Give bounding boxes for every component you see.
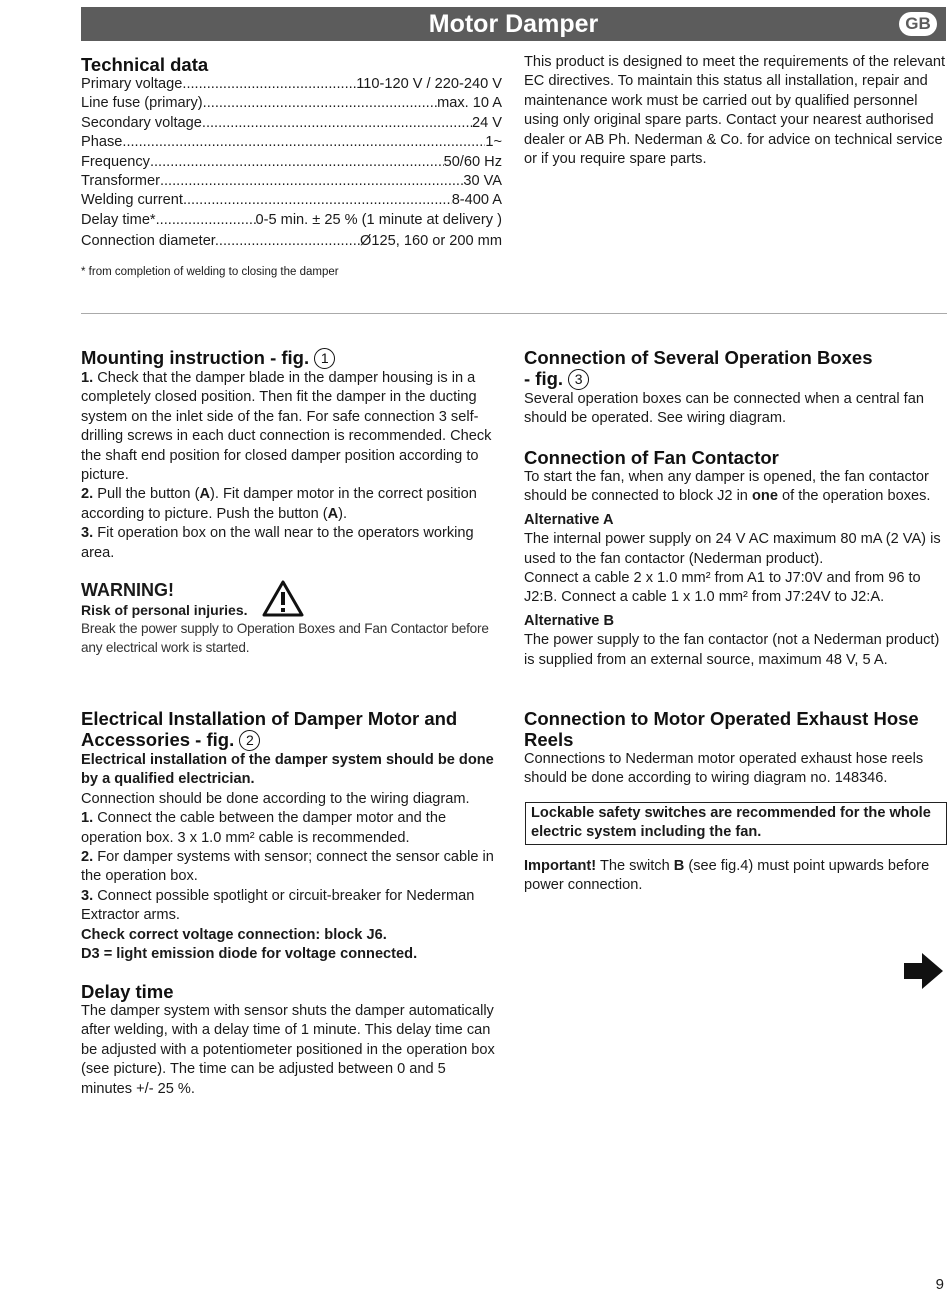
tech-row-leader [182,75,356,94]
tech-row-value: Ø125, 160 or 200 mm [360,233,502,250]
delay-section [81,981,499,1099]
tech-row-label: Welding current [81,192,183,209]
fan-contactor-section [524,447,947,670]
tech-row [81,133,502,152]
tech-row-value: 1~ [485,134,502,151]
warning-body: Break the power supply to Operation Boxes and Fan Contactor before any electrical work is started. [81,621,489,656]
electrical-check-voltage: Check correct voltage connection: block J6. [81,926,387,943]
tech-row-value: 8-400 A [451,192,502,209]
page-number: 9 [935,1276,944,1293]
tech-row-value: 30 VA [463,173,502,190]
electrical-led-note: D3 = light emission diode for voltage connected. [81,946,418,963]
warning-subtitle: Risk of personal injuries. [81,602,248,618]
intro-paragraph: This product is designed to meet the requirements of the relevant EC directives. To maintain this status all installation, repair and maintenance work must be carried out by qualified personnel using only original spare parts. Contact your nearest authorised dealer or AB Ph. Nederman & Co. for advice on technical service or if you require spare parts. [524,54,946,168]
warning-title: WARNING! [81,580,174,600]
electrical-step-1: 1. Connect the cable between the damper motor and the operation box. 3 x 1.0 mm² cable is recommended. [81,810,447,846]
tech-row [81,114,502,133]
mounting-step-3: 3. Fit operation box on the wall near to the operators working area. [81,525,474,561]
safety-note-box: Lockable safety switches are recommended for the whole electric system including the fan. [525,802,947,845]
tech-row [81,94,502,113]
tech-row-label: Delay time* [81,211,156,228]
tech-row-label: Phase [81,134,123,151]
language-badge: GB [899,12,937,36]
next-page-arrow-icon [902,952,944,990]
alternative-a-title: Alternative A [524,511,614,528]
several-boxes-body: Several operation boxes can be connected when a central fan should be operated. See wiring diagram. [524,391,924,427]
technical-data-table [81,75,502,252]
several-boxes-section [524,347,947,429]
mounting-step-1: 1. Check that the damper blade in the damper housing is in a completely closed position. Then fit the damper in the ducting system on the inlet side of the fan. For safe connection 3 self-drilling screws in each duct connection is recommended. Check the shaft end position for closed damper position according to picture. [81,370,492,484]
tech-row-value: 24 V [471,114,502,131]
alternative-a-body-1: The internal power supply on 24 V AC maximum 80 mA (2 VA) is used to the fan contactor (Nederman product). [524,531,941,567]
tech-row-leader [160,172,463,191]
tech-row-leader [122,133,485,152]
tech-row-label: Line fuse (primary) [81,95,203,112]
tech-row-value: 110-120 V / 220-240 V [356,76,502,92]
delay-title: Delay time [81,981,174,1002]
electrical-step-2: 2. For damper systems with sensor; connect the sensor cable in the operation box. [81,849,494,885]
tech-row-leader [156,211,256,230]
electrical-section [81,708,502,964]
mounting-section [81,347,502,563]
fan-contactor-title: Connection of Fan Contactor [524,447,779,468]
tech-row [81,191,502,210]
tech-row-label: Secondary voltage [81,114,202,131]
alternative-a-body-2: Connect a cable 2 x 1.0 mm² from A1 to J7:0V and from 96 to J2:B. Connect a cable 1 x 1.0 mm² from J7:24V to J2:A. [524,570,921,606]
electrical-bold-intro: Electrical installation of the damper system should be done by a qualified electrician. [81,752,494,788]
mounting-title: Mounting instruction - fig. 1 [81,347,502,369]
delay-body: The damper system with sensor shuts the damper automatically after welding, with a delay time of 1 minute. This delay time can be adjusted with a potentiometer positioned in the operation box (see picture). The time can be adjusted between 0 and 5 minutes +/- 25 %. [81,1003,495,1097]
electrical-step-3: 3. Connect possible spotlight or circuit-breaker for Nederman Extractor arms. [81,887,475,924]
tech-row-label: Frequency [81,153,150,170]
alternative-b-body: The power supply to the fan contactor (not a Nederman product) is supplied from an external source, maximum 48 V, 5 A. [524,632,940,668]
tech-row-value: 0-5 min. ± 25 % (1 minute at delivery ) [255,211,502,228]
mounting-step-2: 2. Pull the button (A). Fit damper motor in the correct position according to picture. Push the button (A). [81,486,477,522]
figure-number-3: 3 [568,369,589,390]
fan-contactor-body: To start the fan, when any damper is opened, the fan contactor should be connected to block J2 in one of the operation boxes. [524,469,931,505]
tech-row [81,211,502,230]
tech-row-leader [203,94,437,113]
header-bar [81,7,946,41]
technical-data-section [81,54,502,252]
tech-row [81,172,502,191]
tech-row-label: Transformer [81,173,160,190]
alternative-b-title: Alternative B [524,612,615,629]
tech-row-label: Connection diameter... [81,233,228,250]
technical-data-title: Technical data [81,54,209,75]
electrical-intro: Connection should be done according to the wiring diagram. [81,790,470,807]
electrical-title: Electrical Installation of Damper Motor and Accessories - fig. 2 [81,708,458,750]
hose-reels-title: Connection to Motor Operated Exhaust Hose Reels [524,708,919,750]
important-note: Important! The switch B (see fig.4) must point upwards before power connection. [524,858,930,894]
tech-row-leader [150,153,444,172]
tech-row [81,232,502,251]
hose-reels-section [524,708,947,789]
section-divider [81,313,947,314]
tech-row-value: 50/60 Hz [443,153,502,170]
figure-number-2: 2 [239,730,260,751]
footnote: * from completion of welding to closing the damper [81,266,339,278]
several-boxes-title: Connection of Several Operation Boxes - fig. 3 [524,347,873,389]
tech-row-leader [183,191,452,210]
page-title: Motor Damper [428,10,599,38]
warning-triangle-icon [262,580,304,617]
tech-row-label: Primary voltage [81,76,183,92]
figure-number-1: 1 [314,348,335,369]
tech-row [81,153,502,172]
tech-row-leader [227,232,360,251]
tech-row-leader [202,114,472,133]
hose-reels-body: Connections to Nederman motor operated exhaust hose reels should be done according to wiring diagram no. 148346. [524,751,924,787]
tech-row [81,75,502,94]
tech-row-value: max. 10 A [437,95,502,112]
